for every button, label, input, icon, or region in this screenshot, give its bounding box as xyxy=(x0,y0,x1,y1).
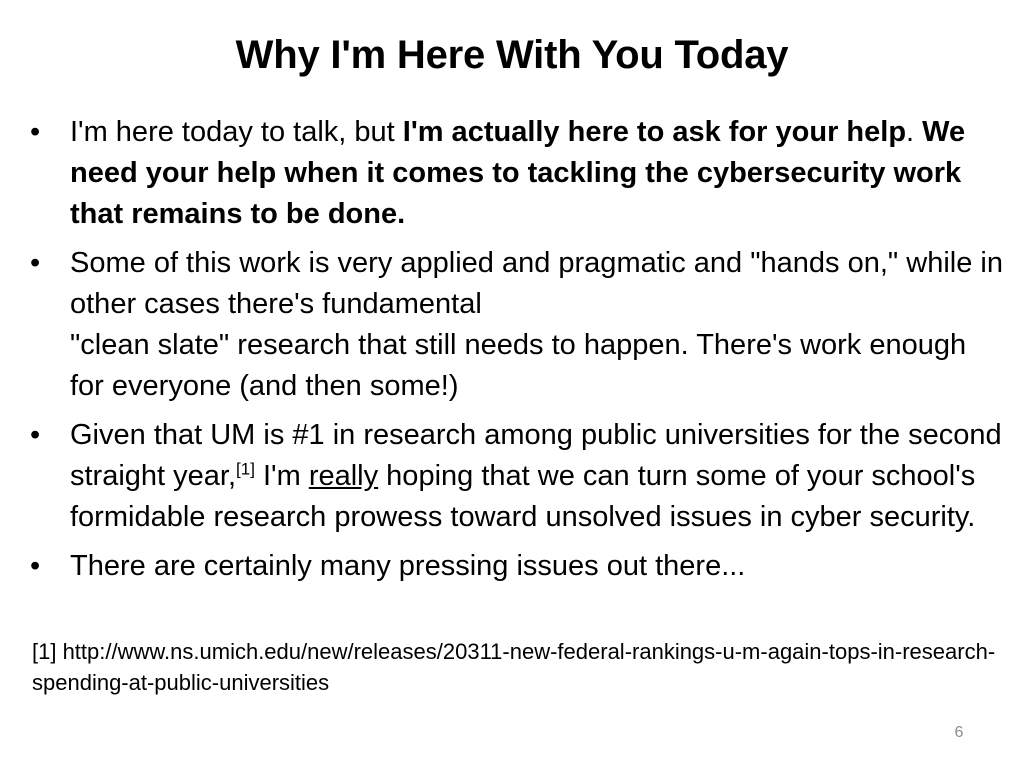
bullet-text: Some of this work is very applied and pragmatic and "hands on," while in other cases there's fundamental xyxy=(70,247,1003,320)
bullet-marker: • xyxy=(30,550,41,582)
bullet-text: . xyxy=(906,116,923,148)
footnote-text: [1] http://www.ns.umich.edu/new/releases/20311-new-federal-rankings-u-m-again-tops-in-research-spending-at-public-universities xyxy=(32,639,996,695)
bullet-text: I'm here today to talk, but xyxy=(70,116,403,148)
bullet-text: Given that UM is #1 in research among public universities for the second straight year, xyxy=(70,419,1002,492)
bullet-marker: • xyxy=(30,419,41,451)
footnote-reference: [1] xyxy=(236,459,255,479)
bullet-text: There are certainly many pressing issues out there... xyxy=(70,550,746,582)
bullet-emphasis-text: We need your help when it comes to tackling the cybersecurity work that remains to be done. xyxy=(70,116,966,230)
bullet-list xyxy=(30,112,1005,595)
bullet-text: hoping that we can turn some of your school's formidable research prowess toward unsolved issues in cyber security. xyxy=(70,460,976,533)
bullet-text: I'm xyxy=(254,460,309,492)
bullet-marker: • xyxy=(30,247,41,279)
page-number: 6 xyxy=(954,724,964,741)
bullet-item xyxy=(30,415,1005,538)
bullet-item xyxy=(30,112,1005,235)
bullet-text: "clean slate" research that still needs to happen. There's work enough for everyone (and then some!) xyxy=(70,329,967,402)
underlined-emphasis-text: really xyxy=(308,460,379,492)
bullet-marker: • xyxy=(30,116,41,148)
slide-title: Why I'm Here With You Today xyxy=(235,33,789,77)
bullet-emphasis-text: I'm actually here to ask for your help xyxy=(402,116,907,148)
bullet-item xyxy=(30,546,1005,587)
bullet-item xyxy=(30,243,1005,407)
